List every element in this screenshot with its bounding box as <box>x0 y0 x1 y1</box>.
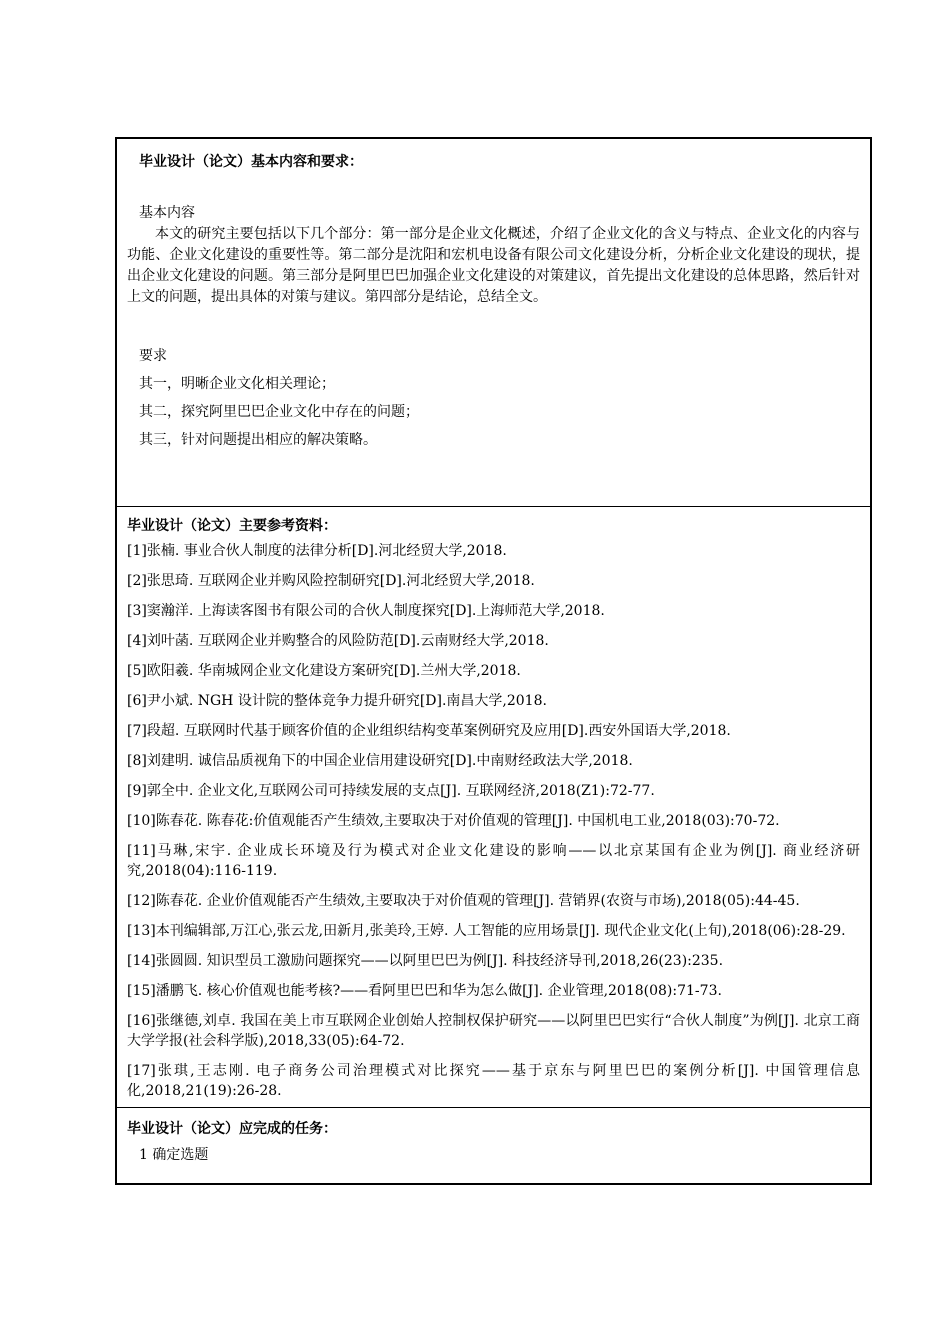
reference-item: [2]张思琦. 互联网企业并购风险控制研究[D].河北经贸大学,2018. <box>127 573 535 589</box>
reference-item: [3]窦瀚洋. 上海读客图书有限公司的合伙人制度探究[D].上海师范大学,2018. <box>127 603 605 619</box>
content-section-heading: 毕业设计（论文）基本内容和要求： <box>139 154 363 170</box>
basic-content-text: 本文的研究主要包括以下几个部分：第一部分是企业文化概述，介绍了企业文化的含义与特点、企业文化的内容与功能、企业文化建设的重要性等。第二部分是沈阳和宏机电设备有限公司文化建设分析，分析企业文化建设的现状，提出企业文化建设的问题。第三部分是阿里巴巴加强企业文化建设的对策建议，首先提出文化建设的总体思路，然后针对上文的问题，提出具体的对策与建议。第四部分是结论，总结全文。 <box>127 226 860 305</box>
requirement-item: 其一，明晰企业文化相关理论； <box>139 376 335 392</box>
reference-item: [16]张继德,刘卓. 我国在美上市互联网企业创始人控制权保护研究——以阿里巴巴实行“合伙人制度”为例[J]. 北京工商大学学报(社会科学版),2018,33(05):64-72. <box>127 1013 860 1049</box>
reference-item: [1]张楠. 事业合伙人制度的法律分析[D].河北经贸大学,2018. <box>127 543 507 559</box>
basic-content-title: 基本内容 <box>139 205 195 221</box>
references-section-heading: 毕业设计（论文）主要参考资料： <box>127 518 337 534</box>
reference-item: [6]尹小斌. NGH 设计院的整体竞争力提升研究[D].南昌大学,2018. <box>127 693 547 709</box>
reference-item: [4]刘叶菡. 互联网企业并购整合的风险防范[D].云南财经大学,2018. <box>127 633 549 649</box>
reference-list <box>127 541 860 1101</box>
reference-item: [12]陈春花. 企业价值观能否产生绩效,主要取决于对价值观的管理[J]. 营销界(农资与市场),2018(05):44-45. <box>127 893 800 909</box>
references-section <box>117 506 870 1107</box>
reference-item: [7]段超. 互联网时代基于顾客价值的企业组织结构变革案例研究及应用[D].西安外国语大学,2018. <box>127 723 731 739</box>
reference-item: [9]郭全中. 企业文化,互联网公司可持续发展的支点[J]. 互联网经济,2018(Z1):72-77. <box>127 783 655 799</box>
requirements-title: 要求 <box>139 348 167 364</box>
reference-item: [13]本刊编辑部,万江心,张云龙,田新月,张美玲,王婷. 人工智能的应用场景[J]. 现代企业文化(上旬),2018(06):28-29. <box>127 923 846 939</box>
requirement-item: 其二，探究阿里巴巴企业文化中存在的问题； <box>139 404 419 420</box>
requirement-item: 其三，针对问题提出相应的解决策略。 <box>139 432 377 448</box>
task-item: 1 确定选题 <box>139 1147 209 1163</box>
reference-item: [15]潘鹏飞. 核心价值观也能考核?——看阿里巴巴和华为怎么做[J]. 企业管理,2018(08):71-73. <box>127 983 722 999</box>
reference-item: [17]张琪,王志刚. 电子商务公司治理模式对比探究——基于京东与阿里巴巴的案例分析[J]. 中国管理信息化,2018,21(19):26-28. <box>127 1063 860 1099</box>
reference-item: [14]张圆圆. 知识型员工激励问题探究——以阿里巴巴为例[J]. 科技经济导刊,2018,26(23):235. <box>127 953 724 969</box>
tasks-section <box>117 1107 870 1183</box>
thesis-form-table <box>115 137 872 1185</box>
reference-item: [10]陈春花. 陈春花:价值观能否产生绩效,主要取决于对价值观的管理[J]. 中国机电工业,2018(03):70-72. <box>127 813 780 829</box>
reference-item: [11]马琳,宋宇. 企业成长环境及行为模式对企业文化建设的影响——以北京某国有企业为例[J]. 商业经济研究,2018(04):116-119. <box>127 843 860 879</box>
content-requirements-section <box>117 139 870 506</box>
reference-item: [5]欧阳羲. 华南城网企业文化建设方案研究[D].兰州大学,2018. <box>127 663 521 679</box>
reference-item: [8]刘建明. 诚信品质视角下的中国企业信用建设研究[D].中南财经政法大学,2018. <box>127 753 633 769</box>
tasks-section-heading: 毕业设计（论文）应完成的任务： <box>127 1121 337 1137</box>
